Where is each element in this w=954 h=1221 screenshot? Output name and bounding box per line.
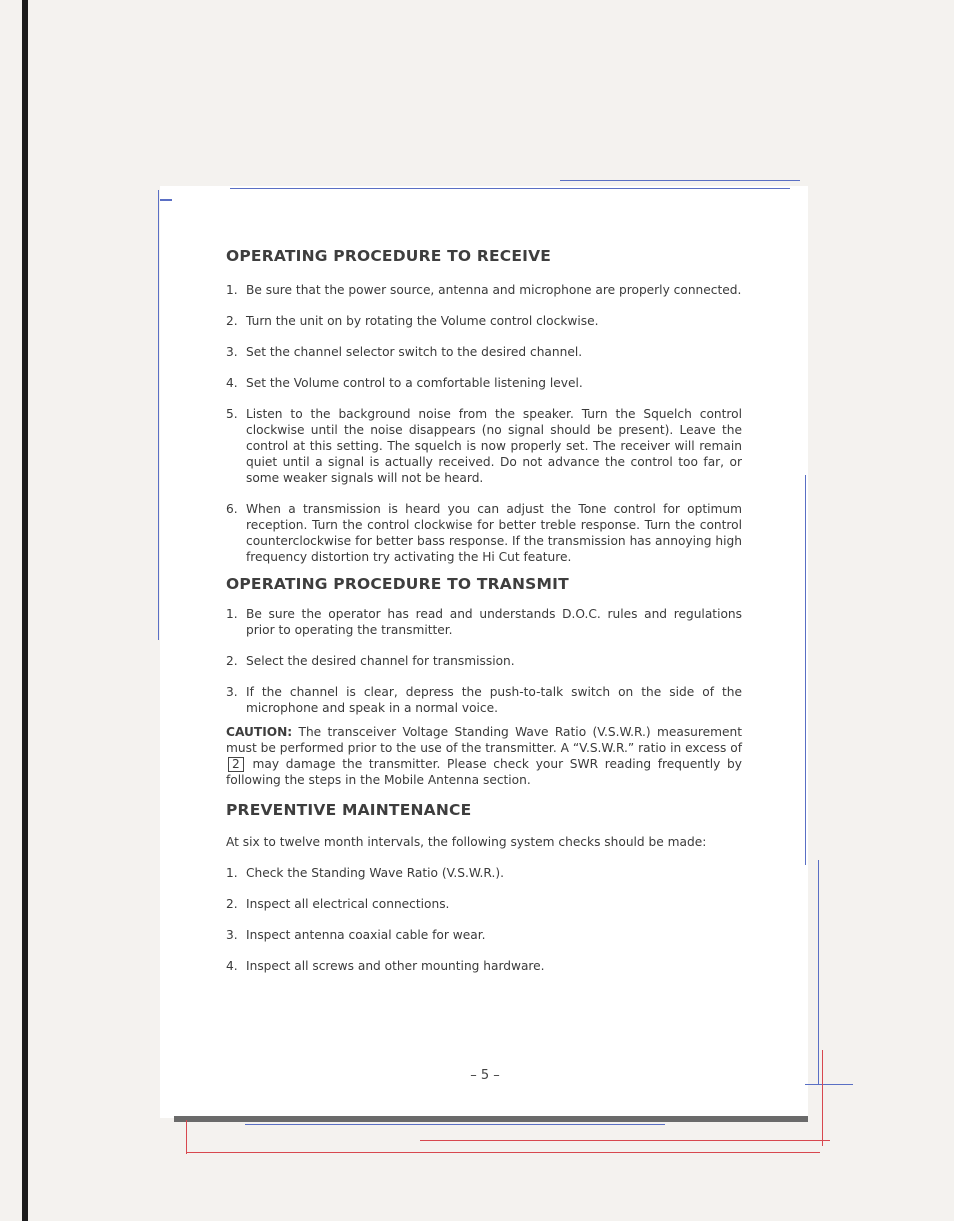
red-pen-bottom-line [186, 1152, 820, 1153]
transmit-steps [226, 606, 742, 716]
red-pen-left-vertical [186, 1120, 187, 1154]
blue-pen-top-line [230, 188, 790, 189]
caution-label: CAUTION: [226, 725, 293, 739]
list-item: 5. Listen to the background noise from the speaker. Turn the Squelch control clockwise until the noise disappears (no signal should be present). Leave the control at this setting. The squelch is now properly set. The receiver will remain quiet until a signal is actually received. Do not advance the control too far, or some weaker signals will not be heard. [226, 407, 742, 485]
blue-pen-left-tick [160, 199, 172, 201]
list-item: 4. Inspect all screws and other mounting hardware. [226, 959, 545, 973]
blue-pen-right-vertical [805, 475, 806, 865]
vswr-limit-box: 2 [228, 757, 244, 772]
caution-text-before: The transceiver Voltage Standing Wave Ratio (V.S.W.R.) measurement must be performed prior to the use of the transmitter. A “V.S.W.R.” ratio in excess of [226, 725, 743, 755]
list-item: 4. Set the Volume control to a comfortable listening level. [226, 376, 583, 390]
list-item: 3. Inspect antenna coaxial cable for wear. [226, 928, 486, 942]
red-pen-bottom-line-2 [420, 1140, 830, 1141]
list-item: 2. Inspect all electrical connections. [226, 897, 450, 911]
page-shadow [174, 1116, 808, 1122]
heading-receive: OPERATING PROCEDURE TO RECEIVE [226, 247, 552, 265]
maintenance-intro: At six to twelve month intervals, the following system checks should be made: [226, 835, 707, 849]
blue-pen-right-bend [805, 1084, 853, 1085]
blue-pen-right-vertical-2 [818, 860, 819, 1085]
page-number: – 5 – [470, 1068, 500, 1083]
scanner-edge [22, 0, 28, 1221]
caution-text-after: may damage the transmitter. Please check your SWR reading frequently by following the steps in the Mobile Antenna section. [226, 757, 743, 787]
caution-paragraph [226, 724, 742, 788]
heading-transmit: OPERATING PROCEDURE TO TRANSMIT [226, 575, 569, 593]
blue-pen-bottom-line [245, 1124, 665, 1125]
list-item: 1. Be sure the operator has read and understands D.O.C. rules and regulations prior to operating the transmitter. [226, 607, 742, 637]
list-item: 1. Check the Standing Wave Ratio (V.S.W.R.). [226, 866, 504, 880]
list-item: 2. Select the desired channel for transmission. [226, 654, 515, 668]
heading-maintenance: PREVENTIVE MAINTENANCE [226, 801, 472, 819]
page-content [226, 246, 742, 989]
red-pen-right-vertical [822, 1050, 823, 1146]
receive-steps [226, 282, 742, 565]
list-item: 1. Be sure that the power source, antenna and microphone are properly connected. [226, 283, 742, 297]
list-item: 3. If the channel is clear, depress the push-to-talk switch on the side of the microphone and speak in a normal voice. [226, 685, 742, 715]
list-item: 3. Set the channel selector switch to the desired channel. [226, 345, 583, 359]
blue-pen-left-vertical [158, 190, 159, 640]
list-item: 6. When a transmission is heard you can adjust the Tone control for optimum reception. Turn the control clockwise for better treble response. Turn the control counterclockwise for better bass response. If the transmission has annoying high frequency distortion try activating the Hi Cut feature. [226, 502, 742, 564]
maintenance-checks [226, 865, 742, 974]
blue-pen-top-line-2 [560, 180, 800, 181]
list-item: 2. Turn the unit on by rotating the Volume control clockwise. [226, 314, 599, 328]
